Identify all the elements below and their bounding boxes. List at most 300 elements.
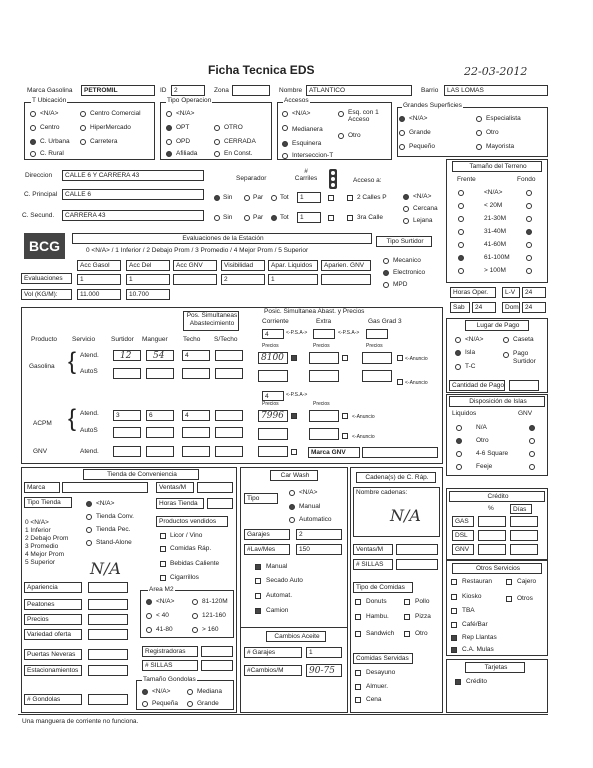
terreno-fondo-radio-6[interactable]: [526, 268, 532, 274]
operacion-afiliada-radio[interactable]: [166, 151, 172, 157]
gas-corr-precio[interactable]: [258, 352, 288, 364]
terreno-frente-radio-5[interactable]: [458, 255, 464, 261]
credito-pct-field-1[interactable]: [478, 530, 506, 541]
secund-sin-radio[interactable]: [214, 215, 220, 221]
gond-mediana-label: Mediana: [197, 688, 222, 695]
nombre-label: Nombre: [279, 87, 303, 94]
eval-value-2[interactable]: [173, 274, 217, 285]
marca-field[interactable]: PETROMIL: [81, 85, 155, 96]
gas-grad-check[interactable]: [397, 355, 403, 361]
zona-label: Zona: [214, 87, 229, 94]
operacion-opd-label: OPD: [176, 138, 191, 145]
gond-na-radio[interactable]: [142, 689, 148, 695]
gond-grande-radio[interactable]: [187, 701, 193, 707]
acpm-corr-check[interactable]: [291, 413, 297, 419]
gas-surtidor-field[interactable]: [113, 350, 141, 361]
carwash-tipo-label: Tipo: [244, 493, 278, 504]
otros-otros-label: Otros: [517, 595, 533, 602]
otros-cajero-label: Cajero: [517, 578, 537, 585]
gasolina-brace: {: [68, 348, 77, 375]
credito-dias-field-2[interactable]: [510, 544, 538, 555]
area-121-radio[interactable]: [192, 613, 198, 619]
pago-caseta-label: Caseta: [513, 336, 534, 343]
secund-par-label: Par: [253, 214, 264, 221]
acpm-pos-field[interactable]: 4: [262, 391, 284, 401]
tienda-sillas-field[interactable]: [201, 660, 233, 671]
terreno-fondo-radio-0[interactable]: [526, 190, 532, 196]
cw-manual-label: Manual: [266, 563, 288, 570]
gond-mediana-radio[interactable]: [187, 689, 193, 695]
accesos-esq-radio[interactable]: [338, 111, 344, 117]
pago-na-radio[interactable]: [455, 337, 461, 343]
tienda-row-field-3[interactable]: [88, 629, 128, 640]
gas-stecho-field[interactable]: [215, 350, 243, 361]
superficies-na-radio[interactable]: [399, 116, 405, 122]
gasgrad-pos-field[interactable]: [366, 329, 388, 339]
gas-grad-check-2[interactable]: [397, 379, 403, 385]
gas-surtidor-autos[interactable]: [113, 368, 141, 379]
islas-gnv-label: GNV: [518, 410, 533, 417]
prod-licor-check[interactable]: [160, 533, 166, 539]
cw-automat-check[interactable]: [255, 593, 261, 599]
operacion-na-radio[interactable]: [166, 111, 172, 117]
acpm-techo-autos[interactable]: [182, 427, 210, 438]
gas-manguer-value: 54: [153, 351, 165, 361]
acpm-surtidor-field[interactable]: 3: [113, 410, 141, 421]
carwash-na-radio[interactable]: [289, 490, 295, 496]
gas-extra-precio[interactable]: [309, 352, 339, 364]
acpm-extra-check-2[interactable]: [342, 433, 348, 439]
comida-otro-check[interactable]: [404, 631, 410, 637]
tienda-row-field-0[interactable]: [88, 582, 128, 593]
horas-tienda-field[interactable]: [207, 498, 233, 509]
eval-col-5: Aparien. GNV: [321, 260, 371, 271]
cantidad-pago-field[interactable]: [509, 380, 539, 391]
islas-liq-radio-0[interactable]: [456, 425, 462, 431]
ubicacion-urbana-radio[interactable]: [30, 139, 36, 145]
nombre-field[interactable]: ATLANTICO: [306, 85, 412, 96]
pago-isla-radio[interactable]: [455, 350, 461, 356]
ubicacion-hiper-label: HiperMercado: [90, 124, 131, 131]
accesos-interseccion-radio[interactable]: [282, 153, 288, 159]
cambios-cm-field[interactable]: [306, 664, 342, 677]
eval-value-4[interactable]: 1: [268, 274, 318, 285]
terreno-frente-radio-4[interactable]: [458, 242, 464, 248]
tienda-stand-radio[interactable]: [86, 540, 92, 546]
credito-dias-field-0[interactable]: [510, 516, 538, 527]
gond-pequena-label: Pequeña: [152, 700, 179, 707]
tienda-conv-radio[interactable]: [86, 514, 92, 520]
gnv-manguer-field[interactable]: [146, 446, 174, 457]
terreno-row-label-3: 31-40M: [484, 228, 507, 235]
tienda-row-field-4[interactable]: [88, 649, 128, 660]
gond-na-label: <N/A>: [152, 688, 171, 695]
principal-field[interactable]: CALLE 6: [62, 189, 204, 200]
terreno-frente-radio-0[interactable]: [458, 190, 464, 196]
operacion-otro-radio[interactable]: [214, 125, 220, 131]
ubicacion-title: T Ubicación: [32, 97, 67, 104]
principal-2calles-check[interactable]: [347, 195, 353, 201]
secund-carriles-field[interactable]: 1: [297, 212, 321, 223]
pago-na-label: <N/A>: [465, 336, 484, 343]
otros-otros-check[interactable]: [506, 596, 512, 602]
gnv-atend-label: Atend.: [80, 448, 99, 455]
area-40-radio[interactable]: [146, 613, 152, 619]
accesos-otro-radio[interactable]: [338, 133, 344, 139]
prod-bebidas-check[interactable]: [160, 561, 166, 567]
gas-techo-autos[interactable]: [182, 368, 210, 379]
gas-grad-precio-2[interactable]: [362, 370, 392, 382]
acceso-lejana-radio[interactable]: [403, 218, 409, 224]
acpm-corr-precio-2[interactable]: [258, 428, 288, 440]
tienda-row-field-1[interactable]: [88, 599, 128, 610]
secund-field[interactable]: CARRERA 43: [62, 210, 204, 221]
acpm-extra-check[interactable]: [342, 413, 348, 419]
serv-almuer-check[interactable]: [355, 684, 361, 690]
tienda-conv-label: Tienda Conv.: [96, 513, 134, 520]
tarjetas-credito-check[interactable]: [455, 679, 461, 685]
superficies-mayorista-radio[interactable]: [476, 144, 482, 150]
acpm-surtidor-autos[interactable]: [113, 427, 141, 438]
vol-value-1[interactable]: 10.700: [126, 289, 170, 300]
accesos-esquinera-radio[interactable]: [282, 141, 288, 147]
pago-tc-label: T-C: [465, 363, 476, 370]
accesos-medianera-label: Medianera: [292, 126, 323, 133]
principal-par-radio[interactable]: [244, 195, 250, 201]
superficies-especialista-radio[interactable]: [476, 116, 482, 122]
prod-cigarrillos-check[interactable]: [160, 575, 166, 581]
superficies-grande-label: Grande: [409, 129, 431, 136]
comida-sandwich-check[interactable]: [355, 631, 361, 637]
terreno-row-label-0: <N/A>: [484, 189, 503, 196]
tienda-stand-label: Stand-Alone: [96, 539, 132, 546]
carwash-title: Car Wash: [270, 470, 318, 481]
operacion-const-radio[interactable]: [214, 151, 220, 157]
tienda-row-label-0: Apariencia: [24, 582, 82, 593]
direccion-field[interactable]: CALLE 6 Y CARRERA 43: [62, 170, 204, 181]
serv-desayuno-check[interactable]: [355, 670, 361, 676]
gas-surtidor-value: 12: [120, 351, 132, 361]
tienda-row-field-5[interactable]: [88, 665, 128, 676]
terreno-frente-radio-2[interactable]: [458, 216, 464, 222]
ubicacion-centro-label: Centro: [40, 124, 60, 131]
acpm-extra-precio[interactable]: [309, 410, 339, 422]
otros-cajero-check[interactable]: [506, 579, 512, 585]
superficies-grande-radio[interactable]: [399, 130, 405, 136]
extra-label: Extra: [316, 318, 332, 325]
carwash-auto-radio[interactable]: [289, 517, 295, 523]
tienda-sillas-label: # SILLAS: [142, 660, 198, 671]
eval-value-3[interactable]: 2: [221, 274, 265, 285]
barrio-field[interactable]: LAS LOMAS: [444, 85, 548, 96]
tienda-marca-label: Marca: [24, 482, 60, 493]
gnv-stecho-field[interactable]: [215, 446, 243, 457]
acpm-stecho-field[interactable]: [215, 410, 243, 421]
acpm-manguer-field[interactable]: 6: [146, 410, 174, 421]
acpm-corr-precio[interactable]: [258, 410, 288, 422]
terreno-frente-radio-6[interactable]: [458, 268, 464, 274]
acpm-stecho-autos[interactable]: [215, 427, 243, 438]
eval-value-1[interactable]: 1: [126, 274, 170, 285]
tienda-row-field-2[interactable]: [88, 614, 128, 625]
zona-field[interactable]: [232, 85, 270, 96]
otros-mulas-check[interactable]: [451, 647, 457, 653]
terreno-frente-radio-3[interactable]: [458, 229, 464, 235]
carwash-na-label: <N/A>: [299, 489, 318, 496]
pago-tc-radio[interactable]: [455, 364, 461, 370]
tarjetas-credito-label: Crédito: [466, 678, 487, 685]
tienda-row-field-6[interactable]: [88, 694, 128, 705]
cadena-sillas-label: # SILLAS: [353, 559, 393, 570]
islas-gnv-radio-3[interactable]: [529, 464, 535, 470]
registradoras-field[interactable]: [201, 646, 233, 657]
gas-corr-check[interactable]: [291, 355, 297, 361]
islas-gnv-radio-2[interactable]: [529, 451, 535, 457]
surtidor-mpd-radio[interactable]: [383, 282, 389, 288]
otros-restauran-check[interactable]: [451, 579, 457, 585]
terreno-fondo-radio-2[interactable]: [526, 216, 532, 222]
gas-manguer-field[interactable]: [146, 350, 174, 361]
gas-precios-label-3: Precios: [366, 343, 383, 349]
otros-cafe-check[interactable]: [451, 622, 457, 628]
tienda-marca-field[interactable]: [62, 482, 148, 493]
id-field[interactable]: 2: [171, 85, 205, 96]
gas-grad-precio[interactable]: [362, 352, 392, 364]
lugar-pago-title: Lugar de Pago: [465, 320, 529, 331]
secund-3ra-check[interactable]: [347, 215, 353, 221]
credito-dias-field-1[interactable]: [510, 530, 538, 541]
comidas-servidas-label: Comidas Servidas: [353, 653, 413, 664]
secund-sin-label: Sin: [223, 214, 233, 221]
terreno-frente-radio-1[interactable]: [458, 203, 464, 209]
eval-value-0[interactable]: 1: [77, 274, 121, 285]
superficies-title: Grandes Superficies: [403, 102, 462, 109]
tienda-ventas-label: Ventas/M: [156, 482, 194, 493]
area-160-radio[interactable]: [192, 627, 198, 633]
gnv-surtidor-field[interactable]: [113, 446, 141, 457]
operacion-cerrada-radio[interactable]: [214, 139, 220, 145]
comida-hambu-check[interactable]: [355, 614, 361, 620]
carwash-manual-radio[interactable]: [289, 504, 295, 510]
prod-cigarrillos-label: Cigarrillos: [170, 574, 199, 581]
ubicacion-carretera-radio[interactable]: [80, 139, 86, 145]
marca-gnv-field[interactable]: [362, 447, 438, 458]
eval-col-2: Acc GNV: [173, 260, 217, 271]
prod-comidas-label: Comidas Ráp.: [170, 545, 212, 552]
otros-llantas-check[interactable]: [451, 635, 457, 641]
head-stecho: S/Techo: [214, 336, 238, 343]
vol-value-0[interactable]: 11.000: [77, 289, 121, 300]
horas-oper-label: Horas Oper.: [450, 287, 496, 298]
ubicacion-centro-radio[interactable]: [30, 125, 36, 131]
horas-sab-field[interactable]: 24: [472, 302, 496, 313]
carwash-lav-field[interactable]: 150: [296, 544, 342, 555]
gas-extra-precio-2[interactable]: [309, 370, 339, 382]
comida-donuts-check[interactable]: [355, 599, 361, 605]
accesos-otro-label: Otro: [348, 132, 361, 139]
footer-divider: [18, 714, 548, 715]
gnv-label: GNV: [33, 448, 48, 455]
pago-caseta-radio[interactable]: [503, 337, 509, 343]
gas-extra-check[interactable]: [342, 355, 348, 361]
terreno-fondo-radio-1[interactable]: [526, 203, 532, 209]
islas-opt-label-3: Feeje: [476, 463, 493, 470]
cw-secado-check[interactable]: [255, 578, 261, 584]
credito-title: Crédito: [449, 491, 545, 502]
acpm-extra-precio-2[interactable]: [309, 428, 339, 440]
acceso-na-radio[interactable]: [403, 194, 409, 200]
otros-tba-check[interactable]: [451, 608, 457, 614]
head-manguer: Manguer: [142, 336, 168, 343]
prod-comidas-check[interactable]: [160, 546, 166, 552]
accesos-medianera-radio[interactable]: [282, 125, 288, 131]
eval-col-4: Apar. Liquidos: [268, 260, 318, 271]
credito-row-label-2: GNV: [452, 544, 474, 555]
cadena-sillas-field[interactable]: [396, 559, 438, 570]
corriente-pos-field[interactable]: 4: [262, 329, 284, 339]
horas-dom-field[interactable]: 24: [522, 302, 546, 313]
credito-pct-field-0[interactable]: [478, 516, 506, 527]
tienda-row-label-3: Variedad oferta: [24, 629, 82, 640]
tienda-title: Tienda de Conveniencia: [83, 469, 199, 480]
islas-liq-radio-2[interactable]: [456, 451, 462, 457]
horas-sab-label: Sab: [450, 302, 470, 313]
tienda-na-radio[interactable]: [86, 501, 92, 507]
cw-camion-check[interactable]: [255, 608, 261, 614]
terreno-row-label-5: 61-100M: [484, 254, 510, 261]
islas-gnv-radio-0[interactable]: [529, 425, 535, 431]
tienda-pec-radio[interactable]: [86, 527, 92, 533]
ubicacion-rural-radio[interactable]: [30, 151, 36, 157]
surtidor-electronico-radio[interactable]: [383, 270, 389, 276]
separador-label: Separador: [236, 175, 267, 182]
terreno-fondo-radio-3[interactable]: [526, 229, 532, 235]
secund-check-1[interactable]: [328, 215, 334, 221]
gas-stecho-autos[interactable]: [215, 368, 243, 379]
tienda-row-label-2: Precios: [24, 614, 82, 625]
pago-surtidor-radio[interactable]: [503, 352, 509, 358]
comida-pollo-check[interactable]: [404, 599, 410, 605]
acpm-manguer-autos[interactable]: [146, 427, 174, 438]
acpm-anuncio-2: <-Anuncio: [352, 434, 375, 440]
gnv-techo-field[interactable]: [182, 446, 210, 457]
gas-manguer-autos[interactable]: [146, 368, 174, 379]
surtidor-mecanico-radio[interactable]: [383, 258, 389, 264]
gas-anuncio-2: <-Anuncio: [405, 380, 428, 386]
superficies-otro-label: Otro: [486, 129, 499, 136]
ubicacion-hiper-radio[interactable]: [80, 125, 86, 131]
gnv-precio[interactable]: [258, 446, 288, 457]
cadena-ventas-field[interactable]: [396, 544, 438, 555]
area-41-radio[interactable]: [146, 627, 152, 633]
tienda-scale-2: 2 Debajo Prom: [25, 535, 69, 542]
islas-liq-radio-3[interactable]: [456, 464, 462, 470]
comida-sandwich-label: Sandwich: [366, 630, 395, 637]
operacion-opt-radio[interactable]: [166, 125, 172, 131]
superficies-pequeno-radio[interactable]: [399, 144, 405, 150]
surtidor-mpd-label: MPD: [393, 281, 408, 288]
gnv-check[interactable]: [291, 449, 297, 455]
carwash-garajes-field[interactable]: 2: [296, 529, 342, 540]
tienda-ventas-field[interactable]: [197, 482, 233, 493]
area-na-label: <N/A>: [156, 598, 175, 605]
secund-tot-radio[interactable]: [271, 215, 277, 221]
credito-pct-field-2[interactable]: [478, 544, 506, 555]
cantidad-pago-label: Cantidad de Pago: [449, 380, 505, 391]
accesos-esquinera-label: Esquinera: [292, 140, 322, 147]
gas-techo-field[interactable]: 4: [182, 350, 210, 361]
cw-manual-check[interactable]: [255, 564, 261, 570]
principal-label: C. Principal: [24, 191, 58, 198]
operacion-otro-label: OTRO: [224, 124, 243, 131]
area-40-label: < 40: [156, 612, 169, 619]
gond-pequena-radio[interactable]: [142, 701, 148, 707]
tienda-handwritten-na: N/A: [90, 559, 121, 578]
gas-corr-precio-2[interactable]: [258, 370, 288, 382]
islas-gnv-radio-1[interactable]: [529, 438, 535, 444]
page-title: Ficha Tecnica EDS: [208, 63, 315, 77]
carwash-lav-label: #Lav/Mes: [244, 544, 290, 555]
ubicacion-rural-label: C. Rural: [40, 150, 64, 157]
ubicacion-cc-radio[interactable]: [80, 111, 86, 117]
cambios-garajes-label: # Garajes: [244, 647, 302, 658]
islas-liq-radio-1[interactable]: [456, 438, 462, 444]
area-81-radio[interactable]: [192, 599, 198, 605]
eval-value-5[interactable]: [321, 274, 371, 285]
area-na-radio[interactable]: [146, 599, 152, 605]
corriente-label: Corriente: [262, 318, 289, 325]
acpm-techo-field[interactable]: 4: [182, 410, 210, 421]
cw-secado-label: Secado Auto: [266, 577, 303, 584]
principal-carriles-field[interactable]: 1: [297, 192, 321, 203]
acceso-cercana-label: Cercana: [413, 205, 438, 212]
ubicacion-na-radio[interactable]: [30, 111, 36, 117]
principal-sin-radio[interactable]: [214, 195, 220, 201]
terreno-fondo-radio-4[interactable]: [526, 242, 532, 248]
horas-lv-field[interactable]: 24: [522, 287, 546, 298]
cambios-garajes-field[interactable]: 1: [306, 647, 342, 658]
serv-cena-check[interactable]: [355, 697, 361, 703]
ubicacion-urbana-label: C. Urbana: [40, 138, 70, 145]
horas-tienda-label: Horas Tienda: [156, 498, 204, 509]
terreno-title: Tamaño del Terreno: [452, 161, 542, 172]
operacion-opd-radio[interactable]: [166, 139, 172, 145]
islas-title: Disposición de Islas: [449, 396, 545, 407]
principal-tot-label: Tot: [280, 194, 289, 201]
comida-pizza-label: Pizza: [415, 613, 431, 620]
terreno-row-label-2: 21-30M: [484, 215, 507, 222]
accesos-na-radio[interactable]: [282, 111, 288, 117]
gas-precios-label-2: Precios: [313, 343, 330, 349]
principal-check-1[interactable]: [328, 195, 334, 201]
ubicacion-na-label: <N/A>: [40, 110, 59, 117]
secund-tot-label: Tot: [280, 214, 289, 221]
secund-par-radio[interactable]: [244, 215, 250, 221]
superficies-na-label: <N/A>: [409, 115, 428, 122]
extra-pos-field[interactable]: [313, 329, 335, 339]
credito-pct-label: %: [488, 505, 494, 512]
principal-tot-radio[interactable]: [271, 195, 277, 201]
tipo-tienda-label: Tipo Tienda: [24, 497, 72, 508]
comida-donuts-label: Donuts: [366, 598, 387, 605]
acpm-brace: {: [68, 405, 77, 432]
superficies-otro-radio[interactable]: [476, 130, 482, 136]
otros-kiosko-check[interactable]: [451, 594, 457, 600]
terreno-fondo-radio-5[interactable]: [526, 255, 532, 261]
acceso-cercana-radio[interactable]: [403, 206, 409, 212]
gasolina-autos-label: AutoS: [80, 368, 98, 375]
comida-pizza-check[interactable]: [404, 614, 410, 620]
